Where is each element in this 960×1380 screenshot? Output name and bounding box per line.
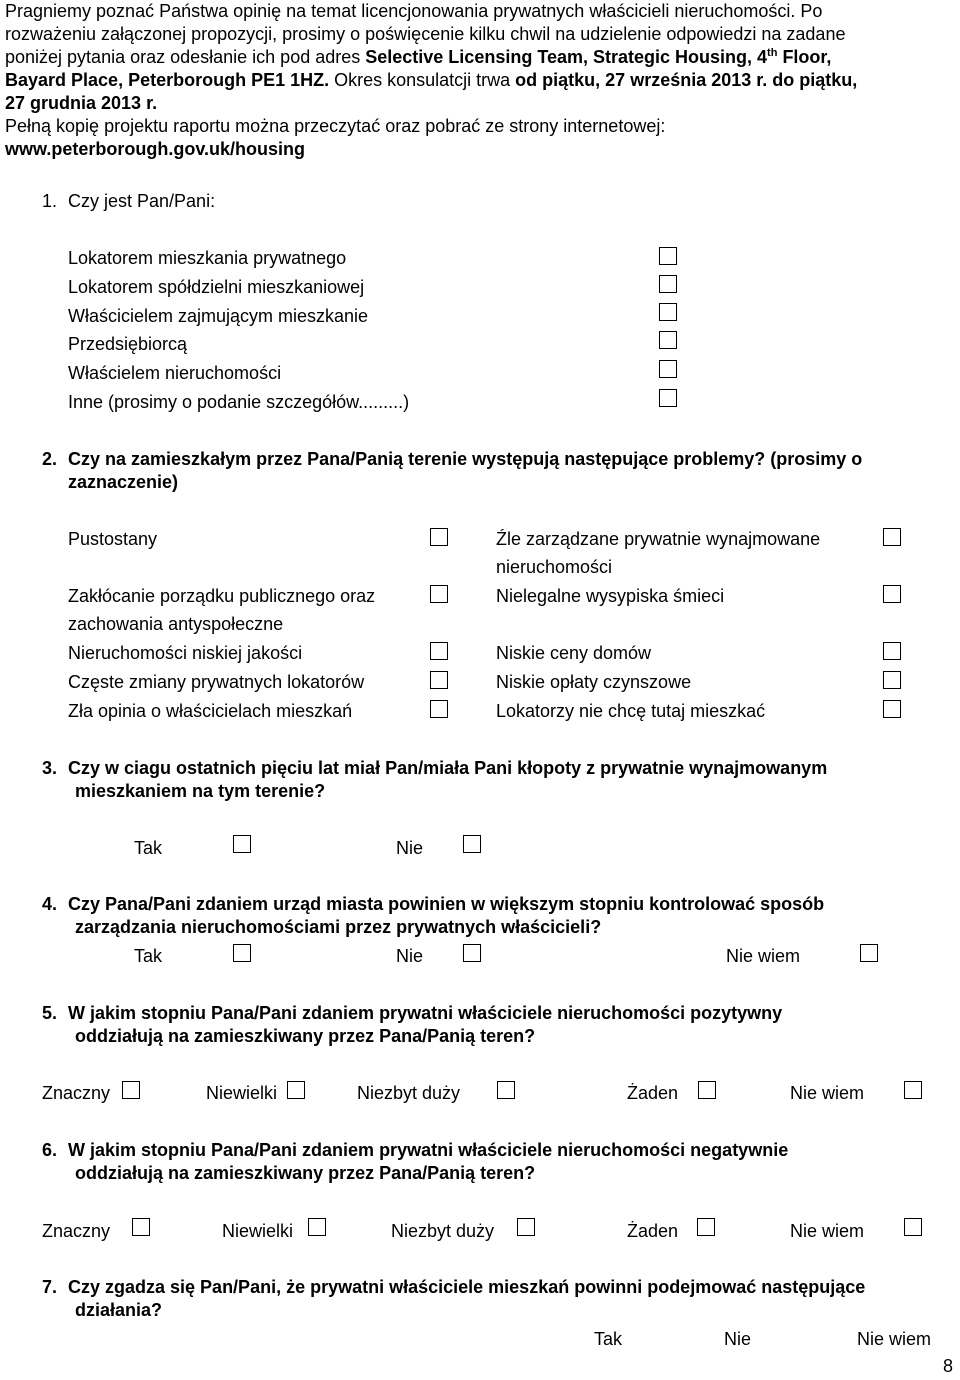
page-number: 8 (943, 1356, 954, 1376)
q2-right-label: nieruchomości (496, 557, 613, 577)
q2-left-label: Częste zmiany prywatnych lokatorów (68, 672, 365, 692)
q2-left-label: zachowania antyspołeczne (68, 614, 284, 634)
q1-option-checkbox[interactable] (659, 303, 677, 321)
q4-option-checkbox[interactable] (860, 944, 878, 962)
q5-option-label: Niewielki (206, 1083, 278, 1103)
q4-option-checkbox[interactable] (233, 944, 251, 962)
q5-option-label: Niezbyt duży (357, 1083, 461, 1103)
q1-number: 1. (42, 191, 58, 211)
q6-option-label: Żaden (627, 1221, 679, 1241)
q1-option-checkbox[interactable] (659, 389, 677, 407)
q3-title-line-1: Czy w ciagu ostatnich pięciu lat miał Pan/miała Pani kłopoty z prywatnie wynajmowanym (68, 758, 828, 778)
q2-left-label: Zła opinia o właścicielach mieszkań (68, 701, 353, 721)
q3-option-label: Tak (134, 838, 163, 858)
intro-paragraph (5, 0, 955, 161)
q2-left-checkbox[interactable] (430, 642, 448, 660)
q1-option-checkbox[interactable] (659, 247, 677, 265)
q2-title-line-1: Czy na zamieszkałym przez Pana/Panią terenie występują następujące problemy? (prosimy o (68, 449, 863, 469)
q2-left-label: Pustostany (68, 529, 158, 549)
q3-number: 3. (42, 758, 58, 778)
q5-option-checkbox[interactable] (497, 1081, 515, 1099)
q5-title-line-1: W jakim stopniu Pana/Pani zdaniem prywatni właściciele nieruchomości pozytywny (68, 1003, 783, 1023)
q2-left-label: Zakłócanie porządku publicznego oraz (68, 586, 376, 606)
q1-option-label: Właścicielem zajmującym mieszkanie (68, 306, 369, 326)
intro-line-1: Pragniemy poznać Państwa opinię na temat licencjonowania prywatnych właścicieli nieruchomości. Po (5, 1, 823, 21)
q2-left-checkbox[interactable] (430, 585, 448, 603)
housing-url[interactable]: www.peterborough.gov.uk/housing (5, 139, 305, 159)
q1-title: Czy jest Pan/Pani: (68, 191, 216, 211)
q4-option-label: Nie wiem (726, 946, 801, 966)
q4-number: 4. (42, 894, 58, 914)
q2-left-checkbox[interactable] (430, 528, 448, 546)
q2-right-label: Nielegalne wysypiska śmieci (496, 586, 725, 606)
q1-option-label: Inne (prosimy o podanie szczegółów.........) (68, 392, 410, 412)
q6-option-checkbox[interactable] (132, 1218, 150, 1236)
q3-option-checkbox[interactable] (463, 835, 481, 853)
q6-option-checkbox[interactable] (697, 1218, 715, 1236)
q6-title-line-2: oddziałują na zamieszkiwany przez Pana/Panią teren? (75, 1163, 536, 1183)
q1-option-label: Przedsiębiorcą (68, 334, 188, 354)
intro-line-5: 27 grudnia 2013 r. (5, 93, 158, 113)
q1-option-label: Lokatorem mieszkania prywatnego (68, 248, 347, 268)
q6-option-label: Nie wiem (790, 1221, 865, 1241)
q1-option-checkbox[interactable] (659, 275, 677, 293)
q6-title-line-1: W jakim stopniu Pana/Pani zdaniem prywatni właściciele nieruchomości negatywnie (68, 1140, 789, 1160)
q7-column-header: Tak (594, 1329, 623, 1349)
q6-option-checkbox[interactable] (308, 1218, 326, 1236)
q4-option-label: Tak (134, 946, 163, 966)
q6-number: 6. (42, 1140, 58, 1160)
q2-right-checkbox[interactable] (883, 585, 901, 603)
q7-title-line-1: Czy zgadza się Pan/Pani, że prywatni właściciele mieszkań powinni podejmować następujące (68, 1277, 866, 1297)
q5-option-checkbox[interactable] (122, 1081, 140, 1099)
q1-option-checkbox[interactable] (659, 360, 677, 378)
q7-title-line-2: działania? (75, 1300, 163, 1320)
q3-option-checkbox[interactable] (233, 835, 251, 853)
q2-right-checkbox[interactable] (883, 642, 901, 660)
intro-line-3: poniżej pytania oraz odesłanie ich pod adres Selective Licensing Team, Strategic Housing, 4th Floor, (5, 47, 832, 67)
q1-option-label: Lokatorem spółdzielni mieszkaniowej (68, 277, 365, 297)
q7-column-header: Nie (724, 1329, 752, 1349)
q2-right-label: Niskie ceny domów (496, 643, 652, 663)
q1-option-label: Właścielem nieruchomości (68, 363, 282, 383)
q5-option-label: Nie wiem (790, 1083, 865, 1103)
intro-line-6: Pełną kopię projektu raportu można przeczytać oraz pobrać ze strony internetowej: (5, 116, 666, 136)
q6-option-label: Znaczny (42, 1221, 111, 1241)
q5-option-label: Żaden (627, 1083, 679, 1103)
q3-title-line-2: mieszkaniem na tym terenie? (75, 781, 326, 801)
q4-option-checkbox[interactable] (463, 944, 481, 962)
q4-title-line-1: Czy Pana/Pani zdaniem urząd miasta powinien w większym stopniu kontrolować sposób (68, 894, 825, 914)
q2-left-checkbox[interactable] (430, 700, 448, 718)
q2-right-checkbox[interactable] (883, 700, 901, 718)
q5-option-checkbox[interactable] (287, 1081, 305, 1099)
intro-line-2: rozważeniu załączonej propozycji, prosimy o poświęcenie kilku chwil na udzielenie odpowiedzi na zadane (5, 24, 846, 44)
q6-option-label: Niewielki (222, 1221, 294, 1241)
q2-right-label: Źle zarządzane prywatnie wynajmowane (496, 529, 821, 549)
q2-left-label: Nieruchomości niskiej jakości (68, 643, 303, 663)
q5-option-checkbox[interactable] (698, 1081, 716, 1099)
q7-number: 7. (42, 1277, 58, 1297)
q5-option-label: Znaczny (42, 1083, 111, 1103)
q5-title-line-2: oddziałują na zamieszkiwany przez Pana/Panią teren? (75, 1026, 536, 1046)
q1-option-checkbox[interactable] (659, 331, 677, 349)
q2-left-checkbox[interactable] (430, 671, 448, 689)
q6-option-label: Niezbyt duży (391, 1221, 495, 1241)
q3-option-label: Nie (396, 838, 424, 858)
mailing-address: Selective Licensing Team, Strategic Housing, 4th Floor, (365, 47, 832, 67)
q2-right-checkbox[interactable] (883, 528, 901, 546)
q7-column-header: Nie wiem (857, 1329, 932, 1349)
q2-right-checkbox[interactable] (883, 671, 901, 689)
q5-option-checkbox[interactable] (904, 1081, 922, 1099)
q5-number: 5. (42, 1003, 58, 1023)
q2-right-label: Niskie opłaty czynszowe (496, 672, 692, 692)
q2-title-line-2: zaznaczenie) (68, 472, 179, 492)
q6-option-checkbox[interactable] (904, 1218, 922, 1236)
q4-title-line-2: zarządzania nieruchomościami przez prywatnych właścicieli? (75, 917, 602, 937)
q4-option-label: Nie (396, 946, 424, 966)
q6-option-checkbox[interactable] (517, 1218, 535, 1236)
intro-line-4: Bayard Place, Peterborough PE1 1HZ. Okres konsulatcji trwa od piątku, 27 września 2013 r. do piątku, (5, 70, 858, 90)
q2-number: 2. (42, 449, 58, 469)
q2-right-label: Lokatorzy nie chcę tutaj mieszkać (496, 701, 766, 721)
